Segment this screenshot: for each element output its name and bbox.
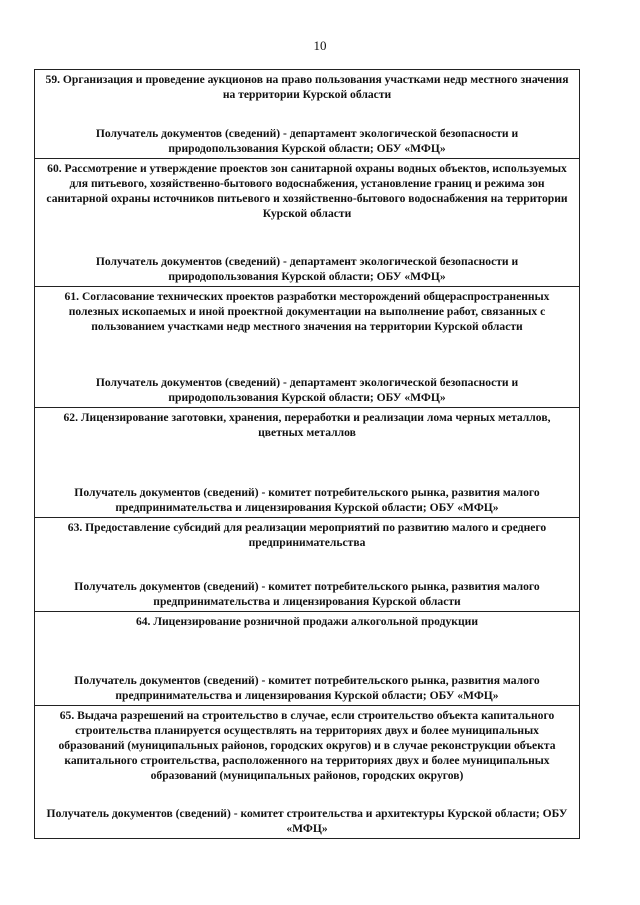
document-recipient: Получатель документов (сведений) - комитет потребительского рынка, развития малого предпринимательства и лицензирования Курской области [74,580,540,608]
table-row [35,408,579,518]
service-title: 60. Рассмотрение и утверждение проектов зон санитарной охраны водных объектов, используемых для питьевого, хозяйственно-бытового водоснабжения, установление границ и режима зон санитарной охраны источников питьевого и хозяйственно-бытового водоснабжения на территории Курской области [46,162,568,220]
service-title: 59. Организация и проведение аукционов на право пользования участками недр местного значения на территории Курской области [45,73,569,101]
service-title: 63. Предоставление субсидий для реализации мероприятий по развитию малого и среднего предпринимательства [67,521,547,549]
document-recipient: Получатель документов (сведений) - департамент экологической безопасности и природопользования Курской области; ОБУ «МФЦ» [95,376,519,404]
page-number: 10 [313,38,327,53]
table-row [35,612,579,706]
service-title: 64. Лицензирование розничной продажи алкогольной продукции [135,615,479,628]
services-table [34,69,580,839]
service-title: 65. Выдача разрешений на строительство в случае, если строительство объекта капитального строительства планируется осуществлять на территориях двух и более муниципальных образований (муниципальных районов, городских округов) и в случае реконструкции объекта капитального строительства, расположенного на территориях двух и более муниципальных образований (муниципальных районов, городских округов) [58,709,556,782]
service-title: 62. Лицензирование заготовки, хранения, переработки и реализации лома черных металлов, цветных металлов [63,411,551,439]
document-recipient: Получатель документов (сведений) - департамент экологической безопасности и природопользования Курской области; ОБУ «МФЦ» [95,255,519,283]
document-recipient: Получатель документов (сведений) - комитет строительства и архитектуры Курской области; ОБУ «МФЦ» [46,807,568,835]
document-recipient: Получатель документов (сведений) - комитет потребительского рынка, развития малого предпринимательства и лицензирования Курской области; ОБУ «МФЦ» [74,674,540,702]
table-row [35,706,579,838]
table-row [35,70,579,159]
document-recipient: Получатель документов (сведений) - комитет потребительского рынка, развития малого предпринимательства и лицензирования Курской области; ОБУ «МФЦ» [74,486,540,514]
table-row [35,518,579,612]
table-row [35,159,579,287]
service-title: 61. Согласование технических проектов разработки месторождений общераспространенных полезных ископаемых и иной проектной документации на выполнение работ, связанных с пользованием участками недр местного значения на территории Курской области [64,290,550,333]
table-row [35,287,579,408]
document-recipient: Получатель документов (сведений) - департамент экологической безопасности и природопользования Курской области; ОБУ «МФЦ» [95,127,519,155]
